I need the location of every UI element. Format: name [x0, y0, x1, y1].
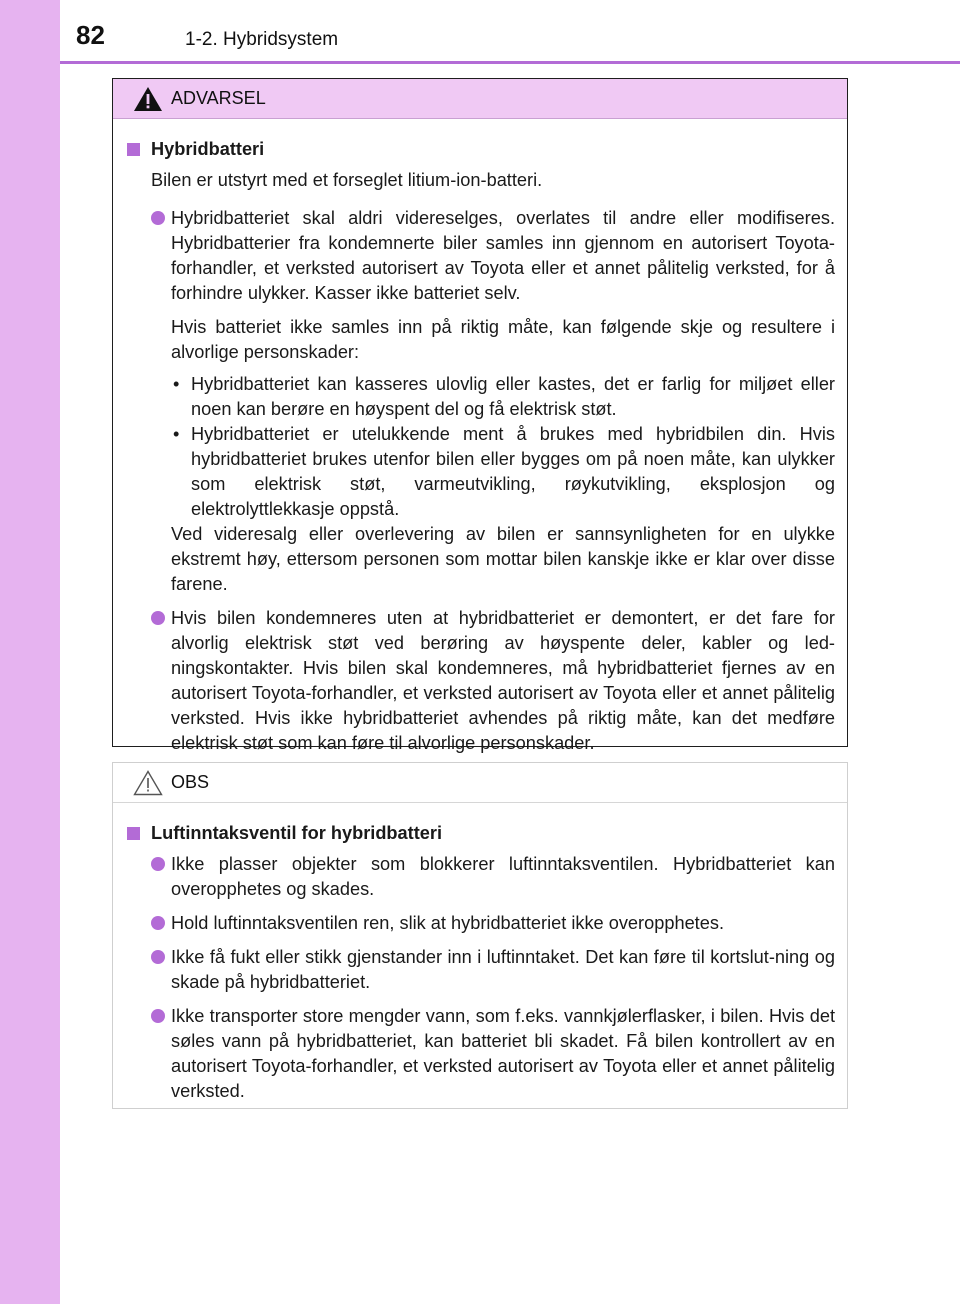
- warning-header: [113, 79, 847, 119]
- sidebar-tab: [0, 0, 60, 1304]
- notice-bullet: [127, 945, 835, 995]
- header-divider: [60, 61, 960, 64]
- notice-bullet: [127, 852, 835, 902]
- notice-bullet-text: Ikke plasser objekter som blokkerer luftinntaksventilen. Hybridbatteriet kan overopphetes og skades.: [171, 854, 835, 899]
- notice-topic: Luftinntaksventil for hybridbatteri: [127, 821, 835, 846]
- warning-bullet-text: Hybridbatteriet skal aldri videreselges, overlates til andre eller modifiseres. Hybridbatterier fra kondemnerte biler samles inn gjennom en autorisert Toyota-forhandler, et verksted autorisert av Toyota eller et annet pålitelig verksted, for å forhindre ulykker. Kasser ikke batteriet selv.: [171, 208, 835, 303]
- warning-box: [112, 78, 848, 753]
- notice-bullet-text: Ikke få fukt eller stikk gjenstander inn i luftinntaket. Det kan føre til kortslut-ning og skade på hybridbatteriet.: [171, 947, 835, 992]
- bullet-dot-icon: [151, 857, 165, 871]
- bullet-dot-icon: [151, 611, 165, 625]
- sub-bullet-mark: •: [173, 374, 180, 394]
- warning-title: ADVARSEL: [171, 88, 266, 108]
- caution-outline-triangle-icon: [133, 770, 163, 796]
- notice-bullet-text: Ikke transporter store mengder vann, som f.eks. vannkjølerflasker, i bilen. Hvis det søles vann på hybridbatteriet, kan batteriet bli skadet. Få bilen kontrollert av en autorisert Toyota-forhandler, et verksted autorisert av Toyota eller et annet pålitelig verksted.: [171, 1006, 835, 1101]
- notice-box: [112, 762, 848, 1109]
- sub-bullet-mark: •: [173, 424, 180, 444]
- warning-topic: Hybridbatteri: [127, 137, 835, 162]
- warning-bullet: [127, 606, 835, 756]
- bullet-dot-icon: [151, 916, 165, 930]
- warning-paragraph: Ved videresalg eller overlevering av bilen er sannsynligheten for en ulykke ekstremt høy, ettersom personen som mottar bilen kanskje ikke er klar over disse farene.: [171, 524, 835, 594]
- warning-subitem-text: Hybridbatteriet er utelukkende ment å brukes med hybridbilen din. Hvis hybridbatteriet brukes utenfor bilen eller bygges om på noen måte, kan ulykker som elektrisk støt, varmeutvikling, røykutvikling, eksplosjon og elektrolyttlekkasje oppstå.: [191, 424, 835, 519]
- notice-title: OBS: [171, 772, 210, 792]
- warning-subitem: [127, 372, 835, 422]
- warning-intro: Bilen er utstyrt med et forseglet litium-ion-batteri.: [151, 170, 543, 190]
- notice-header: [113, 763, 847, 803]
- warning-subitem-text: Hybridbatteriet kan kasseres ulovlig eller kastes, det er farlig for miljøet eller noen kan berøre en høyspent del og få elektrisk støt.: [191, 374, 835, 419]
- bullet-dot-icon: [151, 950, 165, 964]
- notice-content: [127, 821, 835, 1104]
- warning-bullet-text: Hvis bilen kondemneres uten at hybridbatteriet er demontert, er det fare for alvorlig elektrisk støt ved berøring av høyspente deler, kabler og led-ningskontakter. Hvis bilen skal kondemneres, må hybridbatteriet fjernes av en autorisert Toyota-forhandler, et verksted autorisert av Toyota eller et annet pålitelig verksted. Hvis ikke hybridbatteriet avhendes på riktig måte, kan det medføre elektrisk støt som kan føre til alvorlige personskader.: [171, 608, 835, 753]
- bullet-dot-icon: [151, 1009, 165, 1023]
- section-title: 1-2. Hybridsystem: [185, 29, 339, 50]
- bullet-dot-icon: [151, 211, 165, 225]
- page-number: 82: [76, 20, 105, 50]
- warning-triangle-icon: [133, 86, 163, 112]
- notice-bullet: [127, 1004, 835, 1104]
- warning-paragraph: Hvis batteriet ikke samles inn på riktig måte, kan følgende skje og resultere i alvorlige personskader:: [171, 317, 835, 362]
- notice-bullet: [127, 911, 835, 936]
- warning-bullet: [127, 206, 835, 306]
- notice-bullet-text: Hold luftinntaksventilen ren, slik at hybridbatteriet ikke overopphetes.: [171, 913, 724, 933]
- warning-subitem: [127, 422, 835, 522]
- warning-content: [127, 137, 835, 756]
